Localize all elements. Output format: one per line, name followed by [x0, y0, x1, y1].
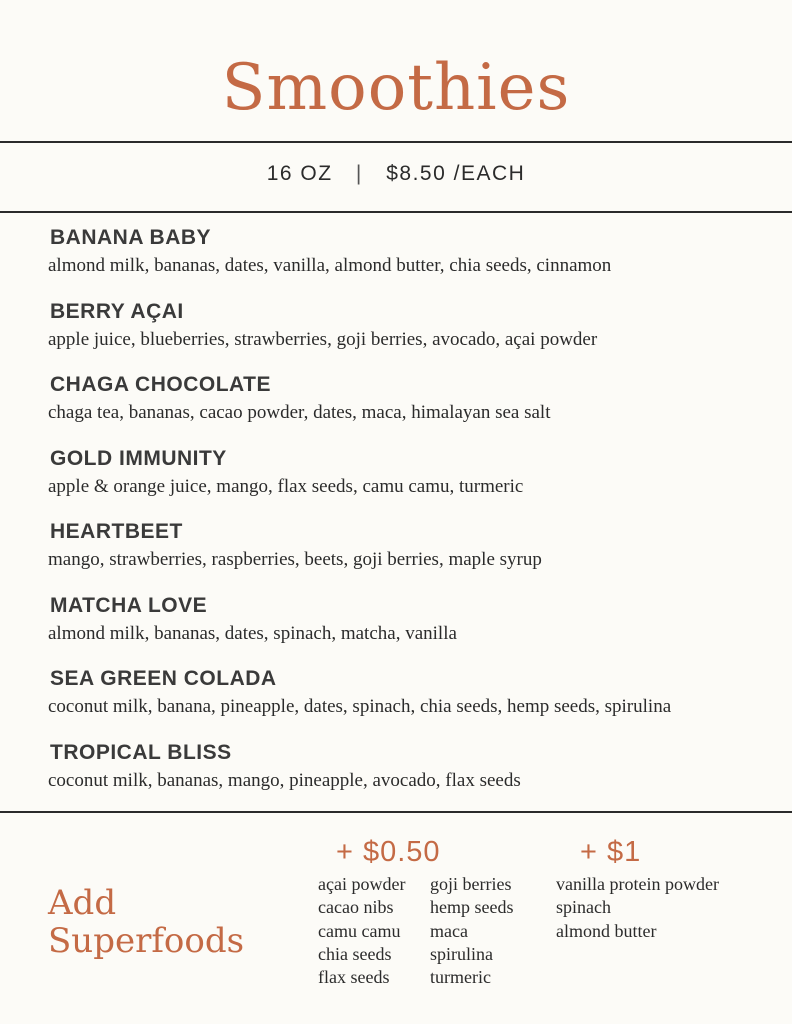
menu-item-ingredients: apple juice, blueberries, strawberries, goji berries, avocado, açai powder	[48, 328, 598, 350]
superfood-item: flax seeds	[318, 967, 390, 988]
menu-item-name: GOLD IMMUNITY	[50, 446, 227, 470]
menu-item	[48, 665, 768, 739]
menu-item	[48, 445, 768, 519]
superfood-item: vanilla protein powder	[556, 874, 719, 894]
superfoods-title	[48, 884, 244, 960]
menu-item-name: TROPICAL BLISS	[50, 740, 232, 764]
price-divider	[0, 211, 792, 213]
menu-item	[48, 371, 768, 445]
superfood-item: hemp seeds	[430, 897, 514, 918]
size-label: 16 OZ	[266, 162, 333, 185]
price-label: $8.50 /EACH	[386, 162, 526, 185]
menu-item-ingredients: almond milk, bananas, dates, vanilla, almond butter, chia seeds, cinnamon	[48, 255, 612, 276]
smoothie-menu	[48, 224, 768, 812]
superfood-item: spirulina	[430, 943, 493, 964]
superfood-item: goji berries	[430, 874, 512, 894]
superfood-item: açai powder	[318, 874, 406, 894]
menu-item-name: SEA GREEN COLADA	[50, 667, 277, 690]
tier1-column-2	[430, 873, 513, 989]
menu-item	[48, 298, 768, 372]
menu-item	[48, 592, 768, 666]
menu-item-name: BANANA BABY	[50, 226, 212, 249]
superfood-item: spinach	[556, 897, 611, 918]
top-divider	[0, 141, 792, 143]
menu-item-ingredients: mango, strawberries, raspberries, beets, goji berries, maple syrup	[48, 549, 542, 570]
superfood-item: almond butter	[556, 920, 657, 941]
menu-item-ingredients: chaga tea, bananas, cacao powder, dates, maca, himalayan sea salt	[48, 402, 551, 423]
superfood-item: chia seeds	[318, 943, 392, 964]
superfood-item: camu camu	[318, 920, 401, 941]
menu-item-ingredients: coconut milk, bananas, mango, pineapple, avocado, flax seeds	[48, 769, 521, 791]
superfoods-divider	[0, 811, 792, 813]
pricing-line	[0, 158, 792, 190]
menu-item	[48, 518, 768, 592]
menu-item	[48, 224, 768, 298]
menu-item	[48, 739, 768, 813]
tier2-price: + $1	[580, 836, 642, 868]
menu-item-name: HEARTBEET	[50, 520, 183, 543]
tier1-price: + $0.50	[336, 836, 441, 868]
menu-item-name: CHAGA CHOCOLATE	[50, 373, 271, 396]
superfood-item: turmeric	[430, 967, 491, 988]
superfoods-title-line2: Superfoods	[48, 921, 245, 961]
superfood-item: cacao nibs	[318, 897, 394, 918]
menu-item-ingredients: almond milk, bananas, dates, spinach, matcha, vanilla	[48, 622, 457, 644]
menu-item-name: MATCHA LOVE	[50, 593, 208, 617]
page-title: Smoothies	[221, 51, 571, 125]
menu-item-ingredients: apple & orange juice, mango, flax seeds, camu camu, turmeric	[48, 475, 524, 497]
pricing-separator: |	[355, 162, 363, 185]
tier1-column-1	[318, 873, 405, 989]
superfood-item: maca	[430, 920, 468, 941]
menu-item-name: BERRY AÇAI	[50, 299, 184, 323]
superfoods-title-line1: Add	[48, 883, 117, 923]
tier2-column	[556, 873, 719, 943]
menu-item-ingredients: coconut milk, banana, pineapple, dates, spinach, chia seeds, hemp seeds, spirulina	[48, 696, 672, 717]
